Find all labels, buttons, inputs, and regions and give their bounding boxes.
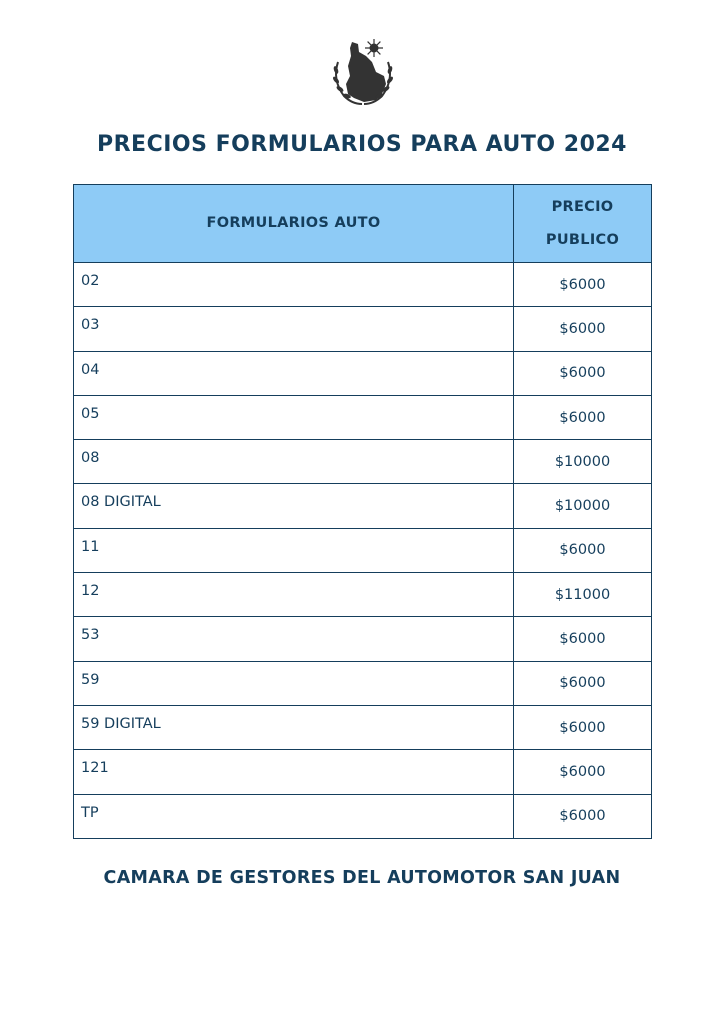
price-cell: $10000 xyxy=(514,440,652,484)
table-row xyxy=(74,705,652,749)
price-cell: $6000 xyxy=(514,307,652,351)
form-cell: 59 DIGITAL xyxy=(74,705,514,749)
price-cell: $10000 xyxy=(514,484,652,528)
table-row xyxy=(74,661,652,705)
table-row xyxy=(74,440,652,484)
form-cell: 12 xyxy=(74,573,514,617)
table-row xyxy=(74,307,652,351)
form-cell: 53 xyxy=(74,617,514,661)
form-cell: 02 xyxy=(74,263,514,307)
price-cell: $6000 xyxy=(514,705,652,749)
form-cell: 08 xyxy=(74,440,514,484)
table-row xyxy=(74,484,652,528)
table-row xyxy=(74,395,652,439)
form-cell: 05 xyxy=(74,395,514,439)
footer-organization: CAMARA DE GESTORES DEL AUTOMOTOR SAN JUAN xyxy=(103,868,621,888)
price-cell: $6000 xyxy=(514,351,652,395)
form-cell: TP xyxy=(74,794,514,838)
table-row xyxy=(74,794,652,838)
form-cell: 11 xyxy=(74,528,514,572)
table-row xyxy=(74,750,652,794)
price-cell: $6000 xyxy=(514,395,652,439)
form-cell: 03 xyxy=(74,307,514,351)
header-price xyxy=(514,185,652,263)
table-row xyxy=(74,351,652,395)
form-cell: 04 xyxy=(74,351,514,395)
price-cell: $11000 xyxy=(514,573,652,617)
price-cell: $6000 xyxy=(514,617,652,661)
header-price-line2: PUBLICO xyxy=(545,231,620,248)
form-cell: 08 DIGITAL xyxy=(74,484,514,528)
province-map-shape xyxy=(346,42,386,102)
table-row xyxy=(74,528,652,572)
price-cell: $6000 xyxy=(514,794,652,838)
price-cell: $6000 xyxy=(514,750,652,794)
table-row xyxy=(74,573,652,617)
table-row xyxy=(74,263,652,307)
price-cell: $6000 xyxy=(514,263,652,307)
page-title: PRECIOS FORMULARIOS PARA AUTO 2024 xyxy=(96,132,627,157)
table-header-row xyxy=(74,185,652,263)
header-forms: FORMULARIOS AUTO xyxy=(74,185,514,263)
table-row xyxy=(74,617,652,661)
sun-icon xyxy=(365,39,383,57)
form-cell: 121 xyxy=(74,750,514,794)
prices-table xyxy=(73,184,652,839)
price-cell: $6000 xyxy=(514,528,652,572)
header-price-line1: PRECIO xyxy=(551,198,614,215)
form-cell: 59 xyxy=(74,661,514,705)
price-cell: $6000 xyxy=(514,661,652,705)
san-juan-map-emblem-icon xyxy=(328,38,398,108)
